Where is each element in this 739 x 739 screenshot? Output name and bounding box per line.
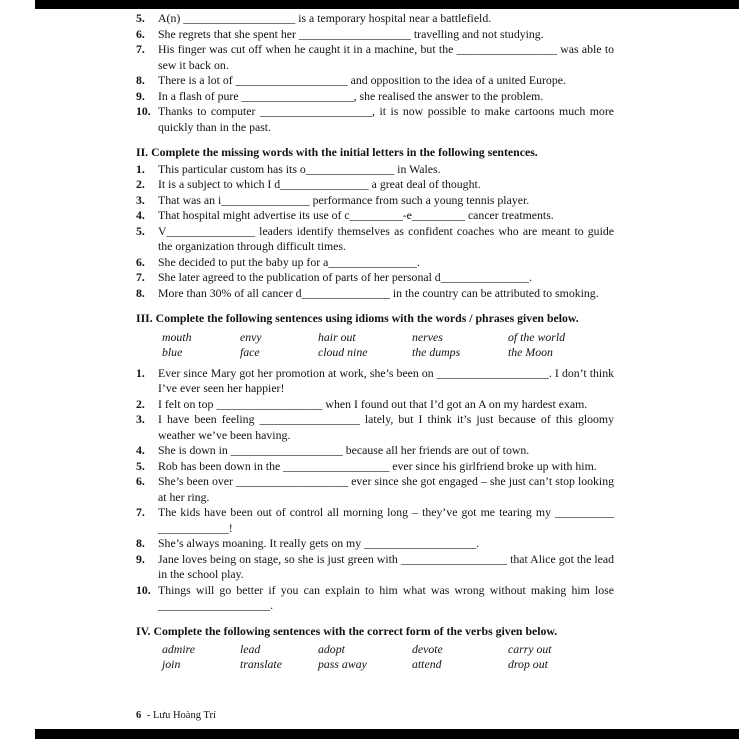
exercise-item xyxy=(136,104,614,135)
exercise-item xyxy=(136,397,614,413)
item-number: 2. xyxy=(136,396,145,411)
item-text: She later agreed to the publication of parts of her personal d_______________. xyxy=(158,270,533,284)
bank-word: devote xyxy=(412,642,443,656)
exercise-item xyxy=(136,366,614,397)
item-number: 4. xyxy=(136,443,145,457)
exercise-item xyxy=(136,11,614,27)
item-number: 1. xyxy=(136,365,145,380)
item-text: The kids have been out of control all morning long – they’ve got me tearing my __________ ____________! xyxy=(158,505,614,535)
item-text: A(n) ___________________ is a temporary hospital near a battlefield. xyxy=(158,11,492,25)
item-number: 7. xyxy=(136,42,145,56)
page-edge-top xyxy=(35,0,739,9)
item-number: 10. xyxy=(136,104,151,118)
exercise-item xyxy=(136,73,614,89)
item-number: 6. xyxy=(136,474,145,488)
item-text: That hospital might advertise its use of c_________-e_________ cancer treatments. xyxy=(158,208,554,222)
item-number: 9. xyxy=(136,88,145,103)
page-number: 6 xyxy=(136,709,142,721)
worksheet-page xyxy=(136,11,614,678)
item-text: In a flash of pure ___________________, she realised the answer to the problem. xyxy=(158,88,544,103)
item-number: 9. xyxy=(136,551,145,566)
item-number: 5. xyxy=(136,11,145,25)
footer-author: - Lưu Hoàng Trí xyxy=(146,709,216,721)
item-text: It is a subject to which I d_______________ a great deal of thought. xyxy=(158,177,481,191)
bank-word: the dumps xyxy=(412,344,461,359)
item-text: V_______________ leaders identify themselves as confident coaches who are meant to guide the organization through difficult times. xyxy=(158,223,614,253)
item-number: 5. xyxy=(136,458,145,473)
page-edge-bottom xyxy=(35,729,739,739)
item-text: She decided to put the baby up for a_______________. xyxy=(158,254,420,269)
exercise-item xyxy=(136,27,614,43)
bank-word: envy xyxy=(240,329,262,344)
item-number: 4. xyxy=(136,208,145,222)
exercise-item xyxy=(136,193,614,209)
bank-word: face xyxy=(240,344,260,359)
item-text: She is down in ___________________ because all her friends are out of town. xyxy=(158,443,530,457)
exercise-item xyxy=(136,286,614,302)
bank-word: blue xyxy=(162,344,183,359)
section-2-items xyxy=(136,162,614,302)
item-text: More than 30% of all cancer d_______________ in the country can be attributed to smoking. xyxy=(158,285,599,300)
exercise-item xyxy=(136,224,614,255)
bank-word: admire xyxy=(162,642,195,656)
bank-word: nerves xyxy=(412,329,443,344)
item-number: 8. xyxy=(136,285,145,300)
idiom-word-bank xyxy=(136,330,614,360)
bank-word: hair out xyxy=(318,329,356,344)
exercise-item xyxy=(136,412,614,443)
item-number: 6. xyxy=(136,254,145,269)
bank-word: lead xyxy=(240,642,261,656)
exercise-item xyxy=(136,583,614,614)
item-number: 7. xyxy=(136,505,145,519)
item-text: This particular custom has its o_______________ in Wales. xyxy=(158,161,441,176)
item-text: His finger was cut off when he caught it in a machine, but the _________________ was able to sew it back on. xyxy=(158,42,614,72)
item-number: 8. xyxy=(136,536,145,550)
item-number: 5. xyxy=(136,223,145,238)
item-text: There is a lot of ___________________ and opposition to the idea of a united Europe. xyxy=(158,73,566,87)
bank-word: carry out xyxy=(508,642,552,656)
item-text: She’s always moaning. It really gets on my ___________________. xyxy=(158,536,480,550)
exercise-item xyxy=(136,208,614,224)
item-text: Thanks to computer ___________________, it is now possible to make cartoons much more quickly than in the past. xyxy=(158,104,614,134)
item-number: 1. xyxy=(136,161,145,176)
item-number: 3. xyxy=(136,412,145,426)
item-text: She regrets that she spent her ___________________ travelling and not studying. xyxy=(158,26,544,41)
exercise-item xyxy=(136,42,614,73)
item-text: I have been feeling _________________ lately, but I think it’s just because of this gloomy weather we’ve been having. xyxy=(158,412,614,442)
exercise-item xyxy=(136,459,614,475)
section-3-items xyxy=(136,366,614,614)
exercise-item xyxy=(136,443,614,459)
exercise-item xyxy=(136,552,614,583)
section-3-header: III. Complete the following sentences using idioms with the words / phrases given below. xyxy=(136,311,579,325)
section-4-header: IV. Complete the following sentences with the correct form of the verbs given below. xyxy=(136,623,558,638)
item-text: Ever since Mary got her promotion at work, she’s been on ___________________. I don’t think I’ve ever seen her happier! xyxy=(158,365,614,395)
item-text: Things will go better if you can explain to him what was wrong without making him lose ___________________. xyxy=(158,582,614,612)
bank-word: of the world xyxy=(508,329,566,344)
bank-word: drop out xyxy=(508,657,548,671)
exercise-item xyxy=(136,536,614,552)
item-number: 8. xyxy=(136,73,145,87)
exercise-item xyxy=(136,89,614,105)
bank-word: adopt xyxy=(318,642,345,656)
section-2-header: II. Complete the missing words with the initial letters in the following sentences. xyxy=(136,145,538,159)
bank-word: the Moon xyxy=(508,344,553,359)
item-number: 10. xyxy=(136,582,151,597)
item-number: 6. xyxy=(136,26,145,41)
item-text: She’s been over ___________________ ever since she got engaged – she just can’t stop looking at her ring. xyxy=(158,474,614,504)
item-text: Rob has been down in the __________________ ever since his girlfriend broke up with him. xyxy=(158,458,597,473)
exercise-item xyxy=(136,255,614,271)
verb-word-bank xyxy=(136,642,614,672)
item-number: 3. xyxy=(136,192,145,207)
item-number: 2. xyxy=(136,177,145,191)
exercise-item xyxy=(136,505,614,536)
page-footer xyxy=(136,708,216,724)
item-text: Jane loves being on stage, so she is just green with __________________ that Alice got the lead in the school play. xyxy=(158,551,614,581)
bank-word: mouth xyxy=(162,329,192,344)
exercise-item xyxy=(136,162,614,178)
section-1-items xyxy=(136,11,614,135)
bank-word: join xyxy=(162,657,181,671)
item-text: I felt on top __________________ when I found out that I’d got an A on my hardest exam. xyxy=(158,396,588,411)
bank-word: attend xyxy=(412,657,442,671)
bank-word: pass away xyxy=(318,657,367,671)
bank-word: cloud nine xyxy=(318,344,368,359)
exercise-item xyxy=(136,177,614,193)
exercise-item xyxy=(136,270,614,286)
exercise-item xyxy=(136,474,614,505)
item-number: 7. xyxy=(136,270,145,284)
bank-word: translate xyxy=(240,657,282,671)
item-text: That was an i_______________ performance from such a young tennis player. xyxy=(158,192,530,207)
